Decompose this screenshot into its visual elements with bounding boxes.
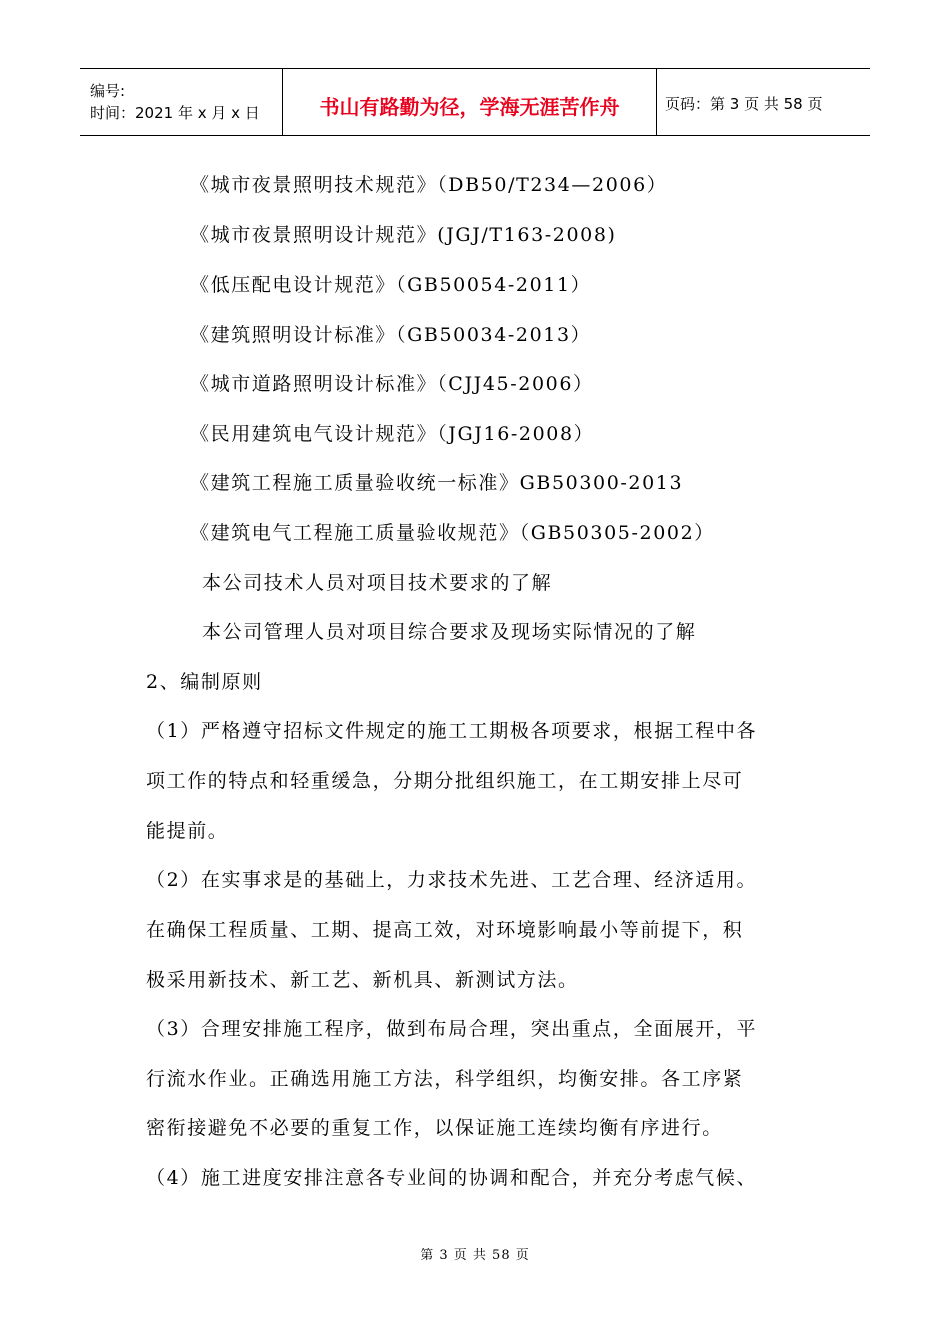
- paragraph-line: 项工作的特点和轻重缓急，分期分批组织施工，在工期安排上尽可: [146, 770, 744, 792]
- header-motto-cell: [283, 69, 657, 135]
- paragraph-line: （2）在实事求是的基础上，力求技术先进、工艺合理、经济适用。: [146, 869, 758, 891]
- reference-line: 《低压配电设计规范》（GB50054-2011）: [190, 274, 592, 296]
- section-title: 2、编制原则: [146, 671, 263, 693]
- document-time: 时间：2021 年 x 月 x 日: [90, 104, 260, 122]
- header-motto: 书山有路勤为径，学海无涯苦作舟: [319, 94, 620, 119]
- paragraph-line: 极采用新技术、新工艺、新机具、新测试方法。: [146, 969, 579, 991]
- paragraph-line: 在确保工程质量、工期、提高工效，对环境影响最小等前提下，积: [146, 919, 744, 941]
- reference-line: 《城市道路照明设计标准》（CJJ45-2006）: [190, 373, 594, 395]
- header-page-cell: [657, 69, 870, 135]
- paragraph-line: （1）严格遵守招标文件规定的施工工期极各项要求，根据工程中各: [146, 720, 758, 742]
- paragraph-line: 密衔接避免不必要的重复工作，以保证施工连续均衡有序进行。: [146, 1117, 723, 1139]
- reference-line: 《建筑电气工程施工质量验收规范》（GB50305-2002）: [190, 522, 715, 544]
- reference-line: 《城市夜景照明技术规范》（DB50/T234—2006）: [190, 174, 668, 196]
- reference-line: 《建筑照明设计标准》（GB50034-2013）: [190, 324, 592, 346]
- paragraph-line: （3）合理安排施工程序，做到布局合理，突出重点，全面展开，平: [146, 1018, 758, 1040]
- reference-line: 本公司技术人员对项目技术要求的了解: [202, 572, 553, 594]
- page-footer: 第 3 页 共 58 页: [420, 1248, 530, 1263]
- reference-line: 《建筑工程施工质量验收统一标准》GB50300-2013: [190, 472, 684, 494]
- reference-line: 《城市夜景照明设计规范》(JGJ/T163-2008): [190, 224, 617, 246]
- paragraph-line: 能提前。: [146, 820, 229, 842]
- paragraph-line: 行流水作业。正确选用施工方法，科学组织，均衡安排。各工序紧: [146, 1068, 744, 1090]
- reference-line: 本公司管理人员对项目综合要求及现场实际情况的了解: [202, 621, 697, 643]
- reference-line: 《民用建筑电气设计规范》（JGJ16-2008）: [190, 423, 595, 445]
- paragraph-line: （4）施工进度安排注意各专业间的协调和配合，并充分考虑气候、: [146, 1167, 758, 1189]
- document-number-label: 编号:: [90, 82, 126, 100]
- document-header: [80, 68, 870, 136]
- header-meta: [80, 69, 283, 135]
- header-page-info: 页码：第 3 页 共 58 页: [665, 94, 823, 113]
